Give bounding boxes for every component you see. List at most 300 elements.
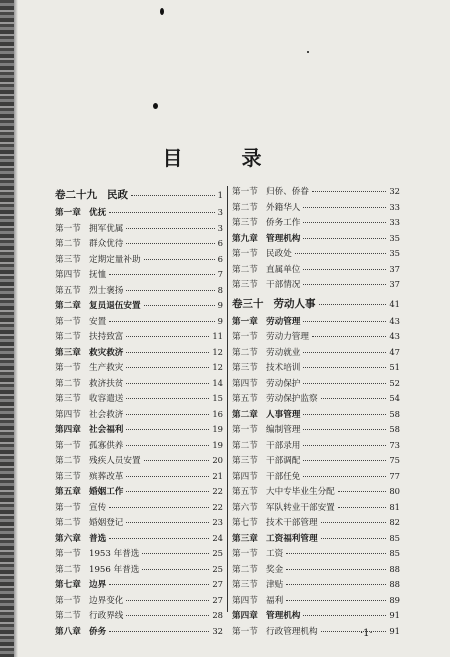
- toc-entry-title: 侨务: [89, 626, 107, 637]
- toc-leader-dots: [303, 284, 386, 285]
- toc-section-entry: [55, 608, 223, 624]
- toc-entry-title: 孤寡供养: [89, 440, 124, 451]
- toc-chapter-entry: [55, 422, 223, 438]
- toc-section-entry: [55, 469, 223, 485]
- toc-entry-title: 1953 年普选: [89, 549, 140, 559]
- toc-entry-label: 第四节: [232, 595, 258, 606]
- toc-entry-page: 14: [212, 377, 223, 388]
- toc-entry-label: 第一节: [232, 187, 258, 197]
- toc-entry-label: 卷二十九: [55, 189, 97, 201]
- toc-entry-page: 58: [389, 408, 400, 419]
- toc-entry-title: 烈士褒扬: [89, 285, 124, 296]
- toc-entry-page: 35: [389, 232, 400, 243]
- toc-leader-dots: [312, 336, 386, 337]
- toc-leader-dots: [303, 615, 386, 616]
- toc-entry-page: 52: [389, 377, 400, 388]
- toc-leader-dots: [126, 398, 209, 399]
- toc-entry-label: 第三节: [55, 394, 81, 404]
- toc-entry-label: 第二章: [55, 301, 81, 311]
- toc-section-entry: [232, 200, 400, 216]
- toc-leader-dots: [321, 538, 387, 539]
- toc-entry-label: 第一节: [232, 249, 258, 259]
- column-divider: [227, 186, 228, 612]
- toc-entry-label: 第一节: [232, 332, 258, 342]
- toc-leader-dots: [144, 460, 210, 461]
- toc-leader-dots: [319, 304, 387, 305]
- toc-entry-page: 12: [212, 362, 223, 372]
- toc-entry-title: 劳动人事: [273, 297, 316, 310]
- toc-section-entry: [55, 391, 223, 407]
- toc-chapter-entry: [55, 577, 223, 593]
- toc-entry-page: 85: [389, 532, 400, 543]
- toc-entry-title: 边界变化: [89, 595, 124, 606]
- toc-entry-title: 民政: [107, 189, 128, 201]
- toc-entry-page: 35: [389, 248, 400, 258]
- toc-entry-page: 28: [212, 610, 223, 620]
- toc-entry-title: 婚姻工作: [89, 487, 124, 497]
- toc-section-entry: [55, 283, 223, 299]
- toc-entry-page: 9: [217, 315, 223, 326]
- toc-entry-title: 工资: [266, 549, 284, 559]
- toc-leader-dots: [126, 445, 209, 446]
- toc-entry-title: 归侨、侨眷: [266, 187, 309, 197]
- toc-leader-dots: [142, 569, 209, 570]
- toc-entry-title: 干部调配: [266, 456, 301, 466]
- toc-entry-title: 劳动就业: [266, 347, 301, 358]
- page-number: ·1·: [360, 628, 373, 639]
- toc-entry-title: 婚姻登记: [89, 518, 124, 528]
- toc-entry-label: 第一节: [232, 425, 258, 435]
- toc-entry-label: 第二节: [55, 456, 81, 466]
- toc-entry-label: 卷三十: [232, 297, 264, 310]
- toc-entry-label: 第三节: [55, 254, 81, 265]
- toc-leader-dots: [338, 491, 387, 492]
- toc-section-entry: [55, 360, 223, 376]
- toc-leader-dots: [126, 429, 209, 430]
- toc-entry-label: 第一节: [55, 549, 81, 559]
- toc-entry-title: 工资福利管理: [266, 533, 318, 544]
- toc-entry-page: 1: [217, 190, 223, 200]
- toc-leader-dots: [295, 253, 387, 254]
- toc-entry-title: 福利: [266, 595, 284, 606]
- toc-section-entry: [55, 515, 223, 531]
- toc-entry-title: 行政界线: [89, 611, 124, 621]
- toc-leader-dots: [126, 600, 209, 601]
- toc-leader-dots: [109, 584, 209, 585]
- toc-entry-title: 干部任免: [266, 471, 301, 482]
- toc-entry-label: 第三节: [232, 456, 258, 466]
- toc-entry-label: 第三章: [55, 347, 81, 358]
- spine-edge: [14, 0, 18, 657]
- toc-section-entry: [55, 236, 223, 252]
- toc-entry-label: 第三节: [232, 580, 258, 590]
- toc-entry-title: 津贴: [266, 580, 284, 590]
- toc-entry-label: 第四节: [55, 270, 81, 280]
- toc-leader-dots: [303, 367, 386, 368]
- toc-section-entry: [55, 593, 223, 609]
- toc-entry-page: 22: [212, 486, 223, 496]
- toc-entry-page: 3: [217, 207, 223, 217]
- toc-entry-label: 第一章: [55, 208, 81, 218]
- toc-leader-dots: [303, 222, 386, 223]
- toc-entry-title: 扶持致富: [89, 332, 124, 342]
- toc-chapter-entry: [55, 298, 223, 314]
- toc-chapter-entry: [232, 314, 400, 330]
- toc-entry-title: 干部情况: [266, 280, 301, 290]
- toc-entry-label: 第四章: [232, 611, 258, 621]
- toc-section-entry: [232, 484, 400, 500]
- toc-leader-dots: [321, 398, 387, 399]
- toc-entry-label: 第二节: [55, 332, 81, 342]
- toc-entry-label: 第二节: [55, 564, 81, 575]
- toc-entry-title: 安置: [89, 316, 107, 327]
- toc-entry-page: 7: [217, 269, 223, 279]
- toc-entry-label: 第一节: [55, 440, 81, 451]
- toc-entry-title: 拥军优属: [89, 223, 124, 234]
- toc-entry-label: 第五节: [232, 394, 258, 404]
- toc-entry-title: 军队转业干部安置: [266, 502, 335, 513]
- toc-entry-title: 劳动保护监察: [266, 394, 318, 404]
- toc-leader-dots: [286, 553, 386, 554]
- toc-leader-dots: [109, 321, 214, 322]
- toc-leader-dots: [286, 569, 386, 570]
- toc-leader-dots: [126, 336, 209, 337]
- toc-entry-page: 23: [212, 517, 223, 527]
- toc-entry-label: 第二节: [55, 518, 81, 528]
- toc-section-entry: [232, 246, 400, 262]
- toc-chapter-entry: [232, 531, 400, 547]
- toc-section-entry: [232, 184, 400, 200]
- toc-chapter-entry: [55, 345, 223, 361]
- ink-speck: [160, 8, 164, 15]
- toc-entry-title: 殡葬改革: [89, 471, 124, 482]
- toc-section-entry: [232, 277, 400, 293]
- toc-leader-dots: [109, 631, 209, 632]
- toc-section-entry: [232, 500, 400, 516]
- toc-entry-label: 第一节: [232, 626, 258, 637]
- toc-leader-dots: [109, 212, 214, 213]
- toc-entry-title: 救灾救济: [89, 347, 124, 358]
- toc-entry-page: 37: [389, 263, 400, 274]
- toc-entry-page: 37: [389, 279, 400, 289]
- toc-leader-dots: [303, 460, 386, 461]
- toc-leader-dots: [142, 553, 209, 554]
- toc-leader-dots: [312, 191, 386, 192]
- toc-entry-title: 1956 年普选: [89, 564, 140, 575]
- toc-leader-dots: [126, 522, 209, 523]
- toc-entry-label: 第四节: [232, 378, 258, 389]
- toc-entry-label: 第一节: [55, 223, 81, 234]
- toc-entry-label: 第三节: [232, 280, 258, 290]
- toc-leader-dots: [126, 476, 209, 477]
- toc-section-entry: [232, 624, 400, 640]
- toc-entry-page: 33: [389, 201, 400, 212]
- toc-leader-dots: [126, 615, 209, 616]
- toc-entry-page: 9: [217, 300, 223, 310]
- toc-section-entry: [232, 422, 400, 438]
- toc-entry-title: 复员退伍安置: [89, 301, 141, 311]
- toc-entry-page: 20: [212, 455, 223, 465]
- toc-section-entry: [232, 562, 400, 578]
- toc-volume-entry: [55, 185, 223, 205]
- toc-leader-dots: [109, 538, 209, 539]
- toc-entry-label: 第二节: [232, 347, 258, 358]
- toc-leader-dots: [303, 352, 386, 353]
- toc-leader-dots: [321, 522, 387, 523]
- toc-entry-page: 27: [212, 594, 223, 605]
- toc-leader-dots: [303, 414, 386, 415]
- toc-entry-page: 75: [389, 455, 400, 465]
- toc-entry-page: 77: [389, 470, 400, 481]
- toc-section-entry: [55, 314, 223, 330]
- toc-entry-page: 32: [212, 625, 223, 636]
- toc-entry-label: 第三节: [55, 471, 81, 482]
- toc-entry-title: 技术培训: [266, 363, 301, 373]
- toc-chapter-entry: [55, 205, 223, 221]
- toc-entry-title: 劳动力管理: [266, 332, 309, 342]
- toc-section-entry: [232, 469, 400, 485]
- toc-entry-title: 外籍华人: [266, 202, 301, 213]
- toc-entry-label: 第九章: [232, 233, 258, 244]
- toc-entry-label: 第三节: [232, 363, 258, 373]
- toc-entry-page: 6: [217, 238, 223, 248]
- toc-section-entry: [55, 221, 223, 237]
- toc-section-entry: [55, 407, 223, 423]
- toc-chapter-entry: [55, 531, 223, 547]
- toc-leader-dots: [126, 228, 214, 229]
- toc-entry-label: 第四节: [232, 471, 258, 482]
- toc-entry-label: 第一节: [55, 502, 81, 513]
- toc-leader-dots: [144, 305, 215, 306]
- toc-section-entry: [232, 438, 400, 454]
- toc-entry-label: 第二节: [232, 264, 258, 275]
- toc-section-entry: [55, 562, 223, 578]
- toc-chapter-entry: [232, 608, 400, 624]
- toc-leader-dots: [126, 367, 209, 368]
- toc-entry-label: 第三节: [232, 218, 258, 228]
- toc-entry-page: 73: [389, 439, 400, 450]
- toc-leader-dots: [126, 414, 209, 415]
- toc-section-entry: [232, 391, 400, 407]
- toc-section-entry: [55, 438, 223, 454]
- toc-section-entry: [232, 262, 400, 278]
- toc-section-entry: [232, 577, 400, 593]
- toc-entry-label: 第二章: [232, 409, 258, 420]
- toc-entry-page: 33: [389, 217, 400, 227]
- toc-section-entry: [232, 593, 400, 609]
- toc-leader-dots: [303, 321, 386, 322]
- toc-entry-label: 第八章: [55, 626, 81, 637]
- toc-leader-dots: [286, 600, 386, 601]
- toc-entry-label: 第五章: [55, 487, 81, 497]
- toc-leader-dots: [109, 274, 214, 275]
- toc-entry-title: 技术干部管理: [266, 518, 318, 528]
- toc-entry-page: 24: [212, 532, 223, 543]
- ink-speck: [307, 51, 309, 53]
- toc-entry-title: 收容遣送: [89, 394, 124, 404]
- toc-chapter-entry: [232, 407, 400, 423]
- toc-entry-label: 第一节: [55, 363, 81, 373]
- toc-entry-title: 社会福利: [89, 425, 124, 435]
- toc-entry-page: 16: [212, 408, 223, 419]
- toc-entry-title: 社会救济: [89, 409, 124, 420]
- toc-entry-title: 劳动管理: [266, 316, 301, 327]
- toc-leader-dots: [303, 429, 386, 430]
- toc-section-entry: [232, 360, 400, 376]
- toc-entry-label: 第七章: [55, 580, 81, 590]
- toc-entry-page: 19: [212, 439, 223, 450]
- toc-entry-title: 普选: [89, 533, 107, 544]
- toc-entry-label: 第四章: [55, 425, 81, 435]
- toc-entry-page: 51: [389, 362, 400, 372]
- toc-entry-title: 行政管理机构: [266, 626, 318, 637]
- toc-leader-dots: [109, 507, 209, 508]
- toc-entry-label: 第二节: [55, 378, 81, 389]
- toc-section-entry: [55, 252, 223, 268]
- toc-entry-label: 第二节: [55, 611, 81, 621]
- toc-entry-title: 定期定量补助: [89, 254, 141, 265]
- toc-entry-title: 边界: [89, 580, 107, 590]
- toc-leader-dots: [126, 243, 214, 244]
- book-spine-shadow: [0, 0, 14, 657]
- toc-entry-title: 奖金: [266, 564, 284, 575]
- toc-leader-dots: [303, 238, 386, 239]
- toc-entry-page: 15: [212, 393, 223, 403]
- toc-entry-page: 11: [212, 331, 223, 341]
- toc-entry-label: 第二节: [232, 202, 258, 213]
- toc-entry-label: 第七节: [232, 518, 258, 528]
- toc-entry-title: 生产救灾: [89, 363, 124, 373]
- toc-entry-label: 第四节: [55, 409, 81, 420]
- toc-entry-label: 第一节: [55, 595, 81, 606]
- toc-entry-page: 58: [389, 424, 400, 434]
- toc-entry-label: 第三章: [232, 533, 258, 544]
- toc-entry-page: 3: [217, 222, 223, 233]
- toc-leader-dots: [303, 445, 386, 446]
- toc-volume-entry: [232, 294, 400, 314]
- toc-entry-page: 81: [389, 501, 400, 512]
- toc-entry-label: 第二节: [232, 440, 258, 451]
- toc-entry-page: 6: [217, 253, 223, 264]
- toc-entry-title: 大中专毕业生分配: [266, 487, 335, 497]
- toc-entry-title: 抚恤: [89, 270, 107, 280]
- toc-entry-title: 直属单位: [266, 264, 301, 275]
- toc-leader-dots: [303, 476, 386, 477]
- toc-entry-page: 25: [212, 548, 223, 558]
- toc-section-entry: [55, 267, 223, 283]
- toc-entry-page: 25: [212, 563, 223, 574]
- toc-entry-page: 8: [217, 284, 223, 295]
- toc-entry-title: 民政处: [266, 249, 292, 259]
- toc-left-column: [55, 184, 223, 639]
- toc-entry-title: 救济扶贫: [89, 378, 124, 389]
- toc-entry-title: 编制管理: [266, 425, 301, 435]
- toc-entry-label: 第二节: [55, 239, 81, 249]
- toc-entry-page: 80: [389, 486, 400, 496]
- toc-chapter-entry: [55, 624, 223, 640]
- toc-leader-dots: [303, 269, 386, 270]
- toc-section-entry: [232, 329, 400, 345]
- toc-entry-label: 第一节: [55, 316, 81, 327]
- toc-entry-title: 管理机构: [266, 233, 301, 244]
- toc-section-entry: [232, 453, 400, 469]
- toc-entry-title: 管理机构: [266, 611, 301, 621]
- toc-leader-dots: [338, 507, 387, 508]
- toc-entry-label: 第六章: [55, 533, 81, 544]
- toc-entry-page: 54: [389, 393, 400, 403]
- toc-entry-page: 22: [212, 501, 223, 512]
- toc-entry-page: 32: [389, 186, 400, 196]
- toc-entry-title: 群众优待: [89, 239, 124, 249]
- toc-section-entry: [55, 453, 223, 469]
- toc-entry-label: 第六节: [232, 502, 258, 513]
- toc-entry-page: 91: [389, 625, 400, 636]
- toc-section-entry: [232, 546, 400, 562]
- toc-entry-label: 第二节: [232, 564, 258, 575]
- toc-entry-label: 第五节: [232, 487, 258, 497]
- toc-entry-page: 41: [389, 298, 400, 309]
- toc-entry-page: 47: [389, 346, 400, 357]
- toc-chapter-entry: [55, 484, 223, 500]
- toc-leader-dots: [126, 290, 214, 291]
- toc-entry-title: 残疾人员安置: [89, 456, 141, 466]
- toc-leader-dots: [303, 207, 386, 208]
- page-title: 目 录: [162, 146, 288, 170]
- toc-section-entry: [55, 546, 223, 562]
- toc-entry-page: 89: [389, 594, 400, 605]
- toc-leader-dots: [126, 491, 209, 492]
- toc-section-entry: [55, 500, 223, 516]
- toc-entry-title: 侨务工作: [266, 218, 301, 228]
- toc-entry-title: 人事管理: [266, 409, 301, 420]
- toc-leader-dots: [126, 383, 209, 384]
- toc-entry-page: 88: [389, 563, 400, 574]
- toc-entry-page: 85: [389, 548, 400, 558]
- ink-speck: [153, 103, 158, 109]
- toc-leader-dots: [126, 352, 209, 353]
- toc-entry-title: 干部录用: [266, 440, 301, 451]
- toc-section-entry: [55, 376, 223, 392]
- toc-leader-dots: [144, 259, 215, 260]
- toc-entry-title: 优抚: [89, 208, 107, 218]
- toc-leader-dots: [321, 631, 387, 632]
- toc-leader-dots: [286, 584, 386, 585]
- toc-right-column: [232, 184, 400, 639]
- toc-entry-title: 劳动保护: [266, 378, 301, 389]
- toc-entry-label: 第一节: [232, 549, 258, 559]
- toc-entry-page: 19: [212, 424, 223, 434]
- toc-entry-page: 82: [389, 517, 400, 527]
- toc-entry-page: 43: [389, 315, 400, 326]
- toc-entry-label: 第五节: [55, 285, 81, 296]
- toc-section-entry: [232, 515, 400, 531]
- toc-leader-dots: [131, 195, 215, 196]
- toc-section-entry: [232, 376, 400, 392]
- toc-entry-title: 宣传: [89, 502, 107, 513]
- toc-chapter-entry: [232, 231, 400, 247]
- toc-entry-page: 12: [212, 346, 223, 357]
- toc-entry-label: 第一章: [232, 316, 258, 327]
- toc-leader-dots: [303, 383, 386, 384]
- toc-section-entry: [232, 345, 400, 361]
- toc-entry-page: 21: [212, 470, 223, 481]
- toc-entry-page: 88: [389, 579, 400, 589]
- toc-section-entry: [232, 215, 400, 231]
- toc-entry-page: 27: [212, 579, 223, 589]
- toc-entry-page: 43: [389, 331, 400, 341]
- toc-section-entry: [55, 329, 223, 345]
- toc-entry-page: 91: [389, 610, 400, 620]
